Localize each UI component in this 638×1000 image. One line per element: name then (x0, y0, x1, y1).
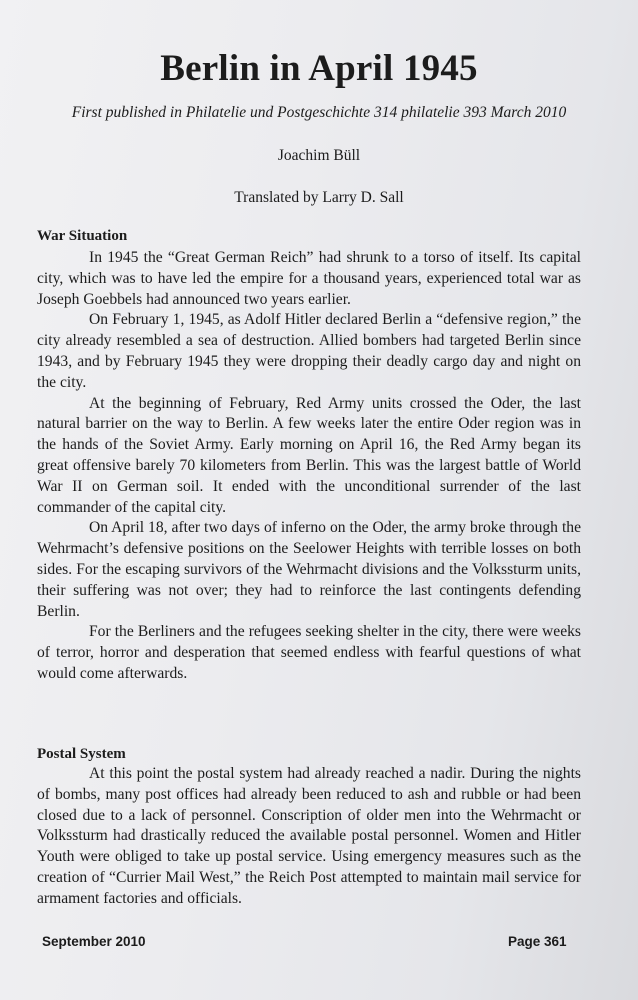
section-body-postal-system (37, 764, 581, 910)
paragraph: On April 18, after two days of inferno on the Oder, the army broke through the Wehrmacht’s defensive positions on the Seelower Heights with terrible losses on both sides. For the escaping survivors of the Wehrmacht divisions and the Volkssturm units, their suffering was not over; they had to reinforce the last contingents defending Berlin. (37, 519, 581, 620)
paragraph: In 1945 the “Great German Reich” had shrunk to a torso of itself. Its capital city, which was to have led the empire for a thousand years, experienced total war as Joseph Goebbels had announced two years earlier. (37, 249, 581, 308)
footer-date: September 2010 (42, 934, 146, 949)
article-author: Joachim Büll (277, 147, 361, 164)
article-title: Berlin in April 1945 (160, 48, 478, 89)
paragraph: At the beginning of February, Red Army units crossed the Oder, the last natural barrier on the way to Berlin. A few weeks later the entire Oder region was in the hands of the Soviet Army. Early morning on April 16, the Red Army began its great offensive barely 70 kilometers from Berlin. This was the largest battle of World War II on German soil. It ended with the unconditional surrender of the last commander of the capital city. (37, 394, 581, 516)
paragraph: On February 1, 1945, as Adolf Hitler declared Berlin a “defensive region,” the city already resembled a sea of destruction. Allied bombers had targeted Berlin since 1943, and by February 1945 they were dropping their deadly cargo day and night on the city. (37, 311, 581, 391)
paragraph: For the Berliners and the refugees seeking shelter in the city, there were weeks of terror, horror and desperation that seemed endless with fearful questions of what would come afterwards. (37, 623, 581, 682)
section-body-war-situation (37, 248, 581, 685)
article-subtitle: First published in Philatelie und Postgeschichte 314 philatelie 393 March 2010 (71, 104, 567, 121)
section-heading-postal-system: Postal System (37, 746, 126, 762)
section-heading-war-situation: War Situation (37, 228, 128, 244)
footer-page-number: Page 361 (508, 934, 567, 949)
article-translator: Translated by Larry D. Sall (234, 189, 404, 206)
paragraph: At this point the postal system had already reached a nadir. During the nights of bombs, many post offices had already been reduced to ash and rubble or had been closed due to a lack of personnel. Conscription of older men into the Wehrmacht or Volkssturm had drastically reduced the available postal personnel. Women and Hitler Youth were obliged to take up postal service. Using emergency measures such as the creation of “Currier Mail West,” the Reich Post attempted to maintain mail service for armament factories and officials. (37, 765, 581, 907)
